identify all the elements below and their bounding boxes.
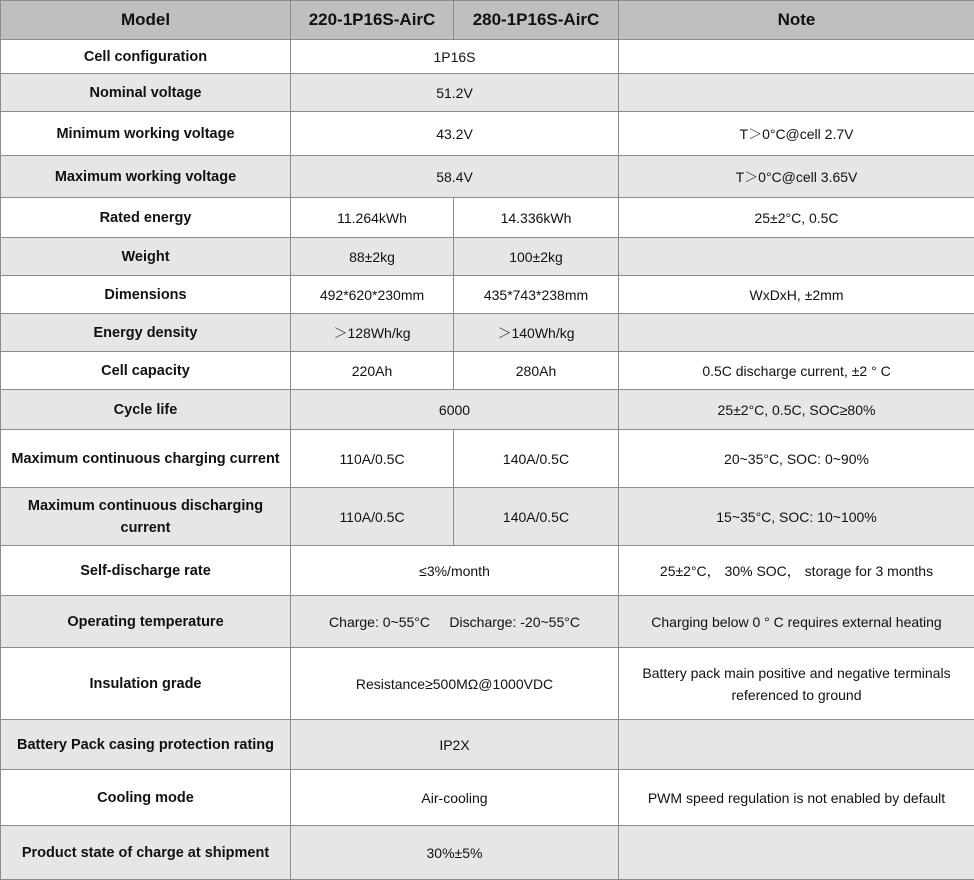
row-label: Cell capacity xyxy=(1,352,291,390)
row-label: Maximum continuous charging current xyxy=(1,430,291,488)
row-label: Nominal voltage xyxy=(1,74,291,112)
row-value-variant-a: 88±2kg xyxy=(291,238,454,276)
header-row xyxy=(1,1,974,40)
row-label: Cycle life xyxy=(1,390,291,430)
row-label: Cell configuration xyxy=(1,40,291,74)
table-row xyxy=(1,826,974,880)
row-note xyxy=(619,238,974,276)
row-note: T＞0°C@cell 3.65V xyxy=(619,156,974,198)
row-note: 20~35°C, SOC: 0~90% xyxy=(619,430,974,488)
table-row xyxy=(1,74,974,112)
row-label: Operating temperature xyxy=(1,596,291,648)
row-value: 51.2V xyxy=(291,74,619,112)
row-label: Energy density xyxy=(1,314,291,352)
row-value: Resistance≥500MΩ@1000VDC xyxy=(291,648,619,720)
row-value-variant-a: 492*620*230mm xyxy=(291,276,454,314)
row-value: 30%±5% xyxy=(291,826,619,880)
table-row xyxy=(1,390,974,430)
row-note xyxy=(619,74,974,112)
row-value-variant-b: ＞140Wh/kg xyxy=(454,314,619,352)
row-label: Product state of charge at shipment xyxy=(1,826,291,880)
row-value-variant-a: 110A/0.5C xyxy=(291,430,454,488)
row-value-variant-b: 140A/0.5C xyxy=(454,430,619,488)
row-value: 58.4V xyxy=(291,156,619,198)
table-row xyxy=(1,546,974,596)
row-note: 25±2°C, 0.5C xyxy=(619,198,974,238)
row-note xyxy=(619,720,974,770)
row-note: 0.5C discharge current, ±2 ° C xyxy=(619,352,974,390)
row-value-variant-a: 220Ah xyxy=(291,352,454,390)
row-label: Cooling mode xyxy=(1,770,291,826)
table-row xyxy=(1,238,974,276)
table-row xyxy=(1,40,974,74)
table-row xyxy=(1,112,974,156)
row-value-variant-b: 100±2kg xyxy=(454,238,619,276)
table-row xyxy=(1,156,974,198)
header-variant-b: 280-1P16S-AirC xyxy=(454,1,619,40)
table-row xyxy=(1,198,974,238)
header-note: Note xyxy=(619,1,974,40)
row-label: Maximum continuous discharging current xyxy=(1,488,291,546)
row-label: Maximum working voltage xyxy=(1,156,291,198)
row-note: WxDxH, ±2mm xyxy=(619,276,974,314)
table-row xyxy=(1,648,974,720)
row-value: Air-cooling xyxy=(291,770,619,826)
row-note: PWM speed regulation is not enabled by default xyxy=(619,770,974,826)
row-label: Battery Pack casing protection rating xyxy=(1,720,291,770)
row-value-variant-b: 14.336kWh xyxy=(454,198,619,238)
row-value-variant-b: 280Ah xyxy=(454,352,619,390)
row-value: IP2X xyxy=(291,720,619,770)
row-label: Self-discharge rate xyxy=(1,546,291,596)
row-value: Charge: 0~55°C Discharge: -20~55°C xyxy=(291,596,619,648)
row-note: Charging below 0 ° C requires external heating xyxy=(619,596,974,648)
table-row xyxy=(1,430,974,488)
header-model: Model xyxy=(1,1,291,40)
row-note xyxy=(619,826,974,880)
row-note: Battery pack main positive and negative terminals referenced to ground xyxy=(619,648,974,720)
table-row xyxy=(1,770,974,826)
spec-body xyxy=(1,40,974,880)
row-label: Weight xyxy=(1,238,291,276)
row-label: Dimensions xyxy=(1,276,291,314)
table-row xyxy=(1,352,974,390)
row-note xyxy=(619,40,974,74)
row-note: 25±2°C， 30% SOC， storage for 3 months xyxy=(619,546,974,596)
table-row xyxy=(1,596,974,648)
row-value: 1P16S xyxy=(291,40,619,74)
row-value: 43.2V xyxy=(291,112,619,156)
table-row xyxy=(1,720,974,770)
row-value-variant-a: 110A/0.5C xyxy=(291,488,454,546)
row-value-variant-b: 140A/0.5C xyxy=(454,488,619,546)
row-note: 15~35°C, SOC: 10~100% xyxy=(619,488,974,546)
header-variant-a: 220-1P16S-AirC xyxy=(291,1,454,40)
row-note: 25±2°C, 0.5C, SOC≥80% xyxy=(619,390,974,430)
row-label: Rated energy xyxy=(1,198,291,238)
row-value-variant-b: 435*743*238mm xyxy=(454,276,619,314)
row-value: ≤3%/month xyxy=(291,546,619,596)
table-row xyxy=(1,488,974,546)
table-row xyxy=(1,276,974,314)
row-value-variant-a: ＞128Wh/kg xyxy=(291,314,454,352)
row-value-variant-a: 11.264kWh xyxy=(291,198,454,238)
row-note xyxy=(619,314,974,352)
row-label: Insulation grade xyxy=(1,648,291,720)
table-row xyxy=(1,314,974,352)
row-value: 6000 xyxy=(291,390,619,430)
row-label: Minimum working voltage xyxy=(1,112,291,156)
row-note: T＞0°C@cell 2.7V xyxy=(619,112,974,156)
